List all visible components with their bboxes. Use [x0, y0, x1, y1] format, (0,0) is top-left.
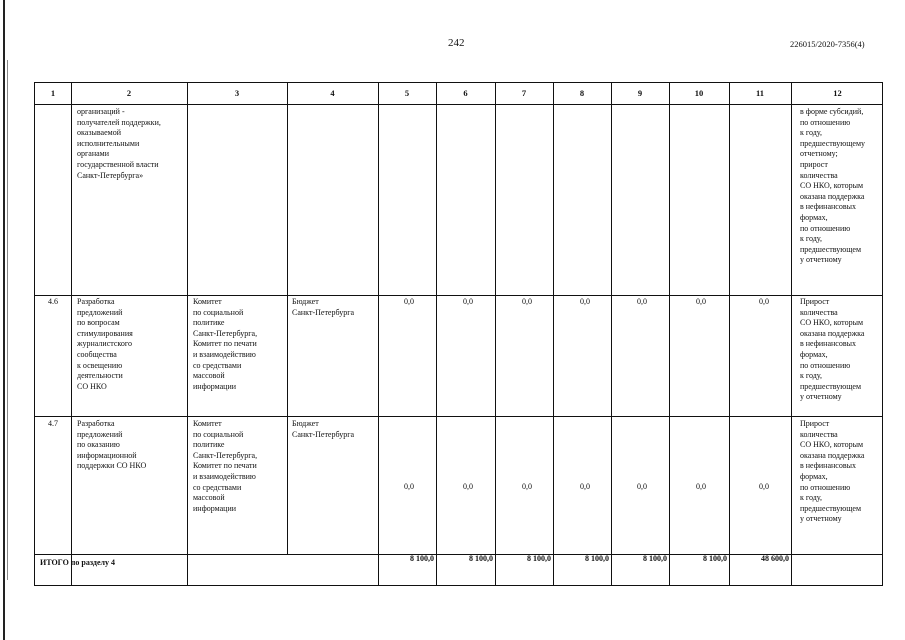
- column-divider: [611, 83, 612, 585]
- column-header: 9: [637, 88, 643, 98]
- column-divider: [436, 83, 437, 585]
- value-cell: 0,0: [404, 482, 414, 491]
- value-cell: 0,0: [463, 482, 473, 491]
- value-cell: 0,0: [580, 482, 590, 491]
- column-header: 3: [234, 88, 240, 98]
- column-divider: [791, 83, 792, 585]
- funding-source: Бюджет Санкт-Петербурга: [292, 419, 355, 439]
- row-number: 4.7: [48, 419, 58, 428]
- indicator-text-continued: в форме субсидий, по отношению к году, предшествующему отчетному; прирост количества СО НКО, которым оказана поддержка в нефинансовых формах, по отношению к году, предшествующем у отчетному: [800, 107, 866, 265]
- value-cell: 0,0: [463, 297, 473, 306]
- total-value: 8 100,0: [643, 554, 667, 563]
- value-cell: 0,0: [637, 482, 647, 491]
- total-label: ИТОГО по разделу 4: [40, 558, 116, 567]
- value-cell: 0,0: [637, 297, 647, 306]
- executor: Комитет по социальной политике Санкт-Петербурга, Комитет по печати и взаимодействию со средствами массовой информации: [193, 419, 258, 513]
- indicator-text: Прирост количества СО НКО, которым оказана поддержка в нефинансовых формах, по отношению к году, предшествующем у отчетному: [800, 419, 865, 524]
- column-header: 5: [404, 88, 410, 98]
- measure-name-continued: организаций - получателей поддержки, оказываемой исполнительными органами государственной власти Санкт-Петербурга»: [77, 107, 161, 180]
- column-header: 4: [330, 88, 335, 98]
- value-cell: 0,0: [696, 482, 706, 491]
- total-value: 8 100,0: [585, 554, 609, 563]
- total-value: 8 100,0: [410, 554, 434, 563]
- column-divider: [187, 83, 188, 585]
- row-divider: [35, 295, 882, 296]
- value-cell: 0,0: [522, 297, 532, 306]
- column-header: 2: [126, 88, 132, 98]
- column-divider: [553, 83, 554, 585]
- column-divider: [378, 83, 379, 585]
- funding-source: Бюджет Санкт-Петербурга: [292, 297, 355, 317]
- column-divider: [287, 83, 288, 554]
- scan-edge-line: [7, 60, 8, 580]
- document-code: 226015/2020-7356(4): [790, 39, 865, 49]
- total-value: 8 100,0: [469, 554, 493, 563]
- column-header: 10: [694, 88, 704, 98]
- total-value: 48 600,0: [761, 554, 789, 563]
- column-divider: [71, 83, 72, 585]
- column-header: 8: [579, 88, 585, 98]
- row-number: 4.6: [48, 297, 58, 306]
- value-cell: 0,0: [759, 297, 769, 306]
- column-header: 12: [833, 88, 842, 98]
- column-header: 6: [463, 88, 468, 98]
- column-divider: [495, 83, 496, 585]
- value-cell: 0,0: [696, 297, 706, 306]
- indicator-text: Прирост количества СО НКО, которым оказана поддержка в нефинансовых формах, по отношению к году, предшествующем у отчетному: [800, 297, 865, 402]
- value-cell: 0,0: [404, 297, 414, 306]
- value-cell: 0,0: [759, 482, 769, 491]
- row-divider: [35, 416, 882, 417]
- column-header: 7: [521, 88, 527, 98]
- row-divider: [35, 104, 882, 105]
- value-cell: 0,0: [522, 482, 532, 491]
- value-cell: 0,0: [580, 297, 590, 306]
- measure-name: Разработка предложений по вопросам стимулирования журналистского сообщества к освещению деятельности СО НКО: [77, 297, 133, 391]
- total-value: 8 100,0: [527, 554, 551, 563]
- page-number: 242: [448, 37, 465, 49]
- column-header: 1: [50, 88, 56, 98]
- total-value: 8 100,0: [703, 554, 727, 563]
- scan-edge-line: [3, 0, 5, 640]
- executor: Комитет по социальной политике Санкт-Петербурга, Комитет по печати и взаимодействию со средствами массовой информации: [193, 297, 258, 391]
- column-divider: [669, 83, 670, 585]
- budget-table: [34, 82, 883, 586]
- measure-name: Разработка предложений по оказанию информационной поддержки СО НКО: [77, 419, 147, 471]
- column-divider: [729, 83, 730, 585]
- column-header: 11: [755, 88, 765, 98]
